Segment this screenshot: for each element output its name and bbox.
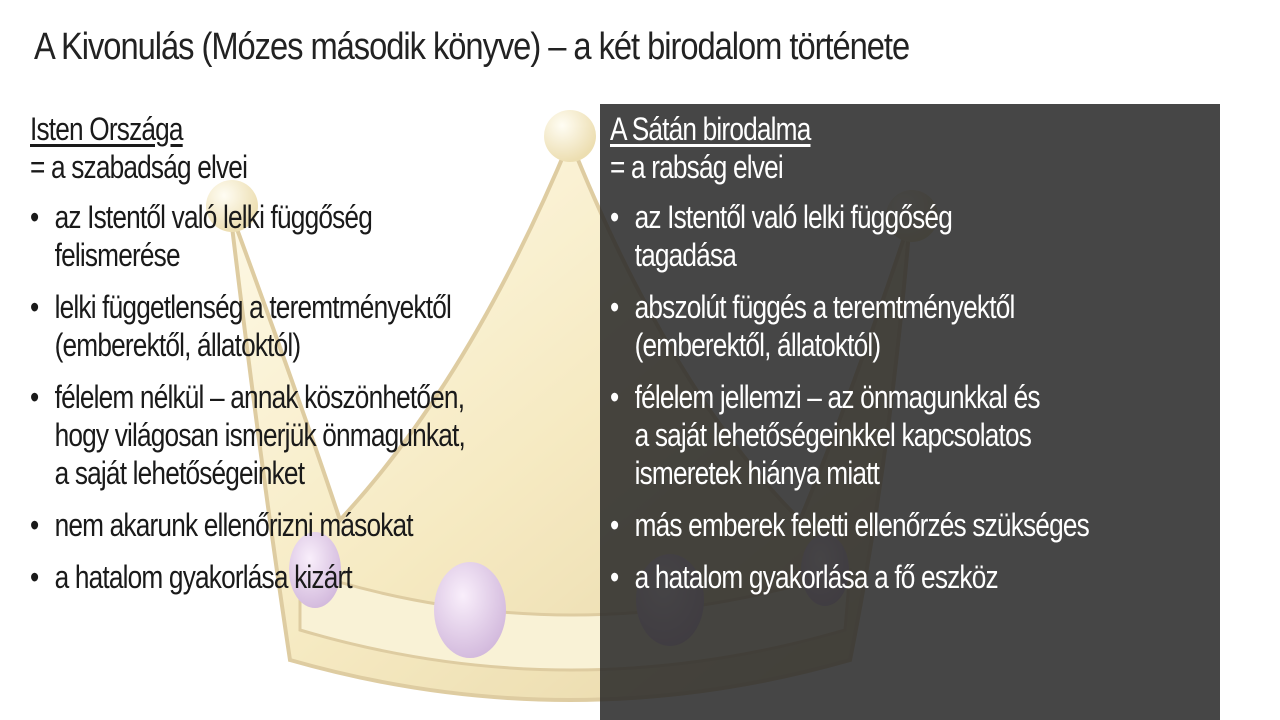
bullet-dot-icon: • [30, 199, 39, 235]
bullet-text-line: abszolút függés a teremtményektől [634, 289, 1015, 325]
bullet-dot-icon: • [610, 379, 619, 415]
bullet-text-line: más emberek feletti ellenőrzés szükséges [634, 507, 1089, 543]
bullet-dot-icon: • [610, 507, 619, 543]
bullet-text-line: hogy világosan ismerjük önmagunkat, [54, 417, 465, 453]
bullet-dot-icon: • [30, 379, 39, 415]
bullet-text-line: ismeretek hiánya miatt [634, 455, 880, 491]
bullet-item [610, 198, 1200, 274]
bullet-item [30, 506, 620, 544]
bullet-text-line: (emberektől, állatoktól) [54, 327, 301, 363]
bullet-dot-icon: • [30, 289, 39, 325]
left-column-subtitle: = a szabadság elvei [30, 149, 248, 185]
bullet-text-line: a saját lehetőségeinket [54, 455, 305, 491]
bullet-text-line: az Istentől való lelki függőség [634, 199, 952, 235]
bullet-text-line: (emberektől, állatoktól) [634, 327, 881, 363]
bullet-dot-icon: • [610, 559, 619, 595]
bullet-text-line: a hatalom gyakorlása a fő eszköz [634, 559, 998, 595]
bullet-item [610, 288, 1200, 364]
bullet-dot-icon: • [30, 507, 39, 543]
bullet-item [30, 558, 620, 596]
bullet-text-line: félelem nélkül – annak köszönhetően, [54, 379, 465, 415]
bullet-item [30, 378, 620, 492]
right-column [610, 110, 1280, 610]
bullet-text-line: tagadása [634, 237, 737, 273]
right-column-subtitle: = a rabság elvei [610, 149, 783, 185]
bullet-text-line: félelem jellemzi – az önmagunkkal és [634, 379, 1040, 415]
bullet-text-line: felismerése [54, 237, 180, 273]
left-bullet-list [30, 198, 620, 596]
bullet-text-line: az Istentől való lelki függőség [54, 199, 372, 235]
bullet-item [30, 198, 620, 274]
bullet-text-line: a hatalom gyakorlása kizárt [54, 559, 352, 595]
right-column-heading: A Sátán birodalma [610, 111, 811, 147]
bullet-text-line: lelki függetlenség a teremtményektől [54, 289, 451, 325]
bullet-dot-icon: • [610, 199, 619, 235]
bullet-item [610, 506, 1200, 544]
bullet-dot-icon: • [30, 559, 39, 595]
bullet-item [610, 378, 1200, 492]
slide-title: A Kivonulás (Mózes második könyve) – a két birodalom története [34, 26, 910, 68]
bullet-text-line: nem akarunk ellenőrizni másokat [54, 507, 413, 543]
bullet-dot-icon: • [610, 289, 619, 325]
bullet-item [30, 288, 620, 364]
bullet-text-line: a saját lehetőségeinkkel kapcsolatos [634, 417, 1032, 453]
bullet-item [610, 558, 1200, 596]
right-bullet-list [610, 198, 1200, 596]
left-column-heading: Isten Országa [30, 111, 183, 147]
